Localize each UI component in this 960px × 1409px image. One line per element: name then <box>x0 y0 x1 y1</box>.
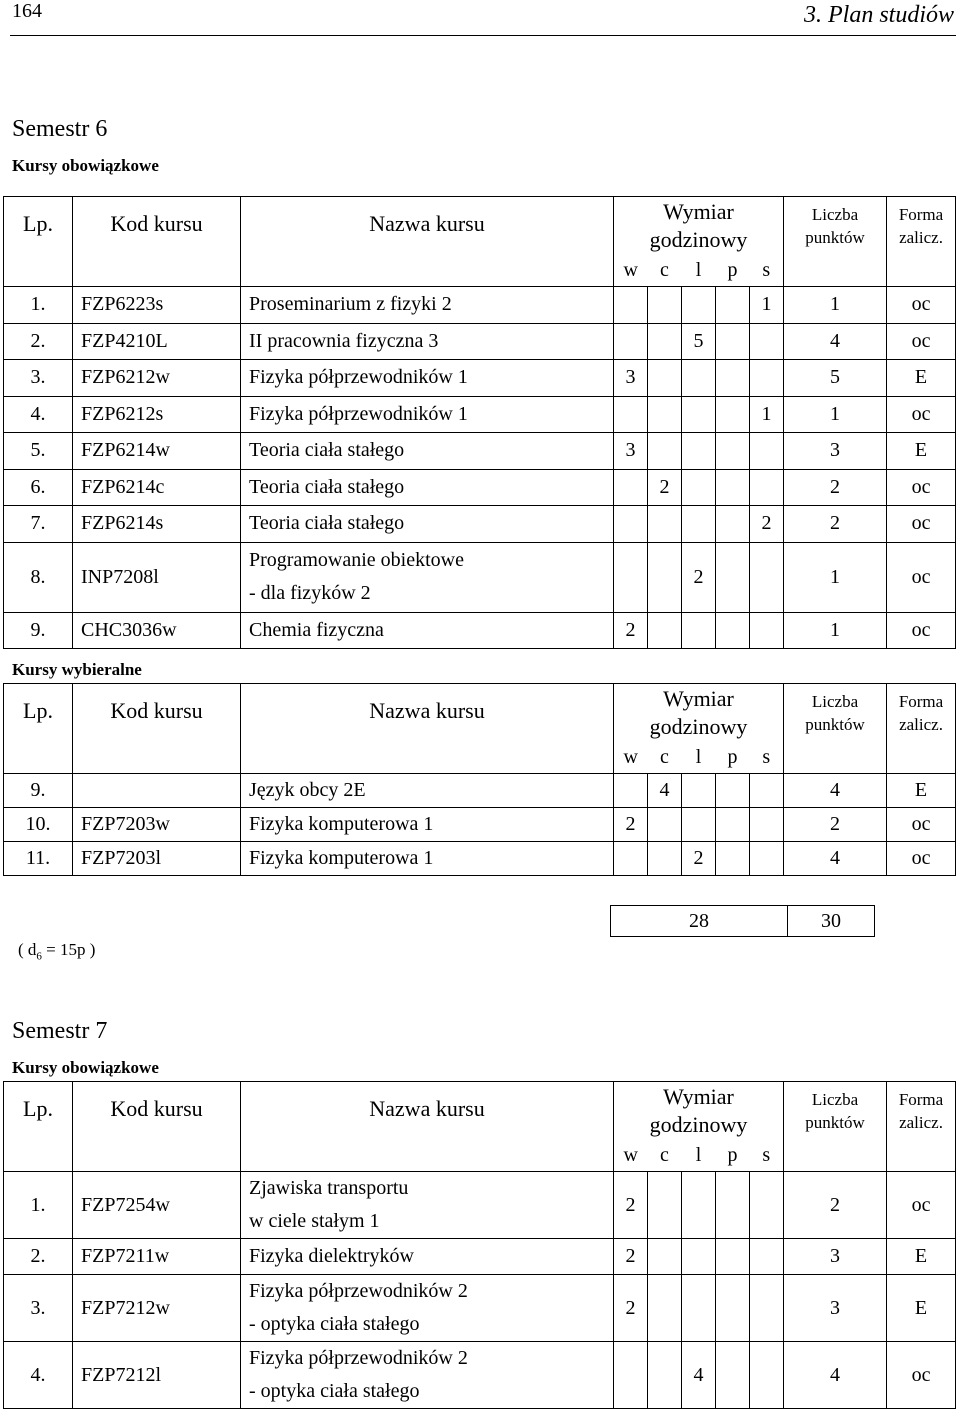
course-name-line1: Fizyka półprzewodników 2 <box>249 1347 468 1369</box>
course-form: oc <box>887 396 956 433</box>
col-hours: Wymiar godzinowy <box>614 684 784 742</box>
table-row <box>4 842 956 876</box>
hours-w: 2 <box>614 808 648 842</box>
course-name: Fizyka dielektryków <box>241 1239 614 1275</box>
hours-c <box>648 323 682 360</box>
hours-l: 5 <box>682 323 716 360</box>
hours-w: 2 <box>614 1275 648 1342</box>
course-points: 1 <box>784 396 887 433</box>
sem7-mandatory-table <box>3 1081 956 1409</box>
col-code: Kod kursu <box>73 684 241 774</box>
course-name: Teoria ciała stałego <box>241 469 614 506</box>
course-code: FZP6212w <box>73 360 241 397</box>
course-name-line1: Zjawiska transportu <box>249 1177 409 1199</box>
col-lp: Lp. <box>4 1082 73 1172</box>
hours-s <box>750 323 784 360</box>
course-code: FZP4210L <box>73 323 241 360</box>
hours-s: 2 <box>750 506 784 543</box>
col-s: s <box>750 742 784 774</box>
hours-w: 2 <box>614 1172 648 1239</box>
hours-l <box>682 433 716 470</box>
course-lp: 6. <box>4 469 73 506</box>
table-row <box>4 1342 956 1409</box>
col-w: w <box>614 742 648 774</box>
col-name: Nazwa kursu <box>241 197 614 287</box>
hours-w <box>614 506 648 543</box>
course-lp: 4. <box>4 396 73 433</box>
course-code <box>73 774 241 808</box>
hours-l <box>682 808 716 842</box>
sem6-elective-label: Kursy wybieralne <box>12 660 142 679</box>
course-form: E <box>887 774 956 808</box>
course-name <box>241 542 614 612</box>
col-c: c <box>648 255 682 287</box>
col-points: Liczba punktów <box>784 197 887 287</box>
hours-p <box>716 774 750 808</box>
hours-c <box>648 1275 682 1342</box>
course-lp: 4. <box>4 1342 73 1409</box>
course-name <box>241 1275 614 1342</box>
hours-s: 1 <box>750 396 784 433</box>
hours-p <box>716 1172 750 1239</box>
course-points: 5 <box>784 360 887 397</box>
course-name: Proseminarium z fizyki 2 <box>241 287 614 324</box>
table-row <box>4 542 956 612</box>
hours-w: 3 <box>614 360 648 397</box>
course-name-line2: w ciele stałym 1 <box>249 1210 380 1232</box>
table-row <box>4 287 956 324</box>
total-hours: 28 <box>611 906 788 937</box>
table-header-row <box>4 197 956 255</box>
hours-w <box>614 469 648 506</box>
col-lp: Lp. <box>4 197 73 287</box>
course-name: Teoria ciała stałego <box>241 433 614 470</box>
hours-p <box>716 360 750 397</box>
hours-s <box>750 1239 784 1275</box>
col-points: Liczba punktów <box>784 1082 887 1172</box>
hours-s <box>750 808 784 842</box>
course-code: FZP6214s <box>73 506 241 543</box>
hours-s <box>750 1275 784 1342</box>
table-row <box>4 612 956 649</box>
hours-c <box>648 542 682 612</box>
hours-w <box>614 774 648 808</box>
course-lp: 1. <box>4 1172 73 1239</box>
col-hours: Wymiar godzinowy <box>614 1082 784 1140</box>
course-points: 4 <box>784 323 887 360</box>
hours-s <box>750 612 784 649</box>
table-row <box>4 396 956 433</box>
course-lp: 2. <box>4 1239 73 1275</box>
hours-w <box>614 842 648 876</box>
hours-p <box>716 808 750 842</box>
course-form: oc <box>887 842 956 876</box>
course-points: 3 <box>784 1239 887 1275</box>
course-lp: 3. <box>4 1275 73 1342</box>
col-hours: Wymiar godzinowy <box>614 197 784 255</box>
course-form: E <box>887 1239 956 1275</box>
course-form: oc <box>887 469 956 506</box>
hours-w <box>614 323 648 360</box>
hours-c <box>648 360 682 397</box>
sem6-mandatory-label: Kursy obowiązkowe <box>12 156 159 175</box>
hours-l <box>682 360 716 397</box>
course-points: 2 <box>784 1172 887 1239</box>
course-name <box>241 1342 614 1409</box>
table-row <box>4 774 956 808</box>
course-name: Teoria ciała stałego <box>241 506 614 543</box>
course-lp: 1. <box>4 287 73 324</box>
col-l: l <box>682 742 716 774</box>
hours-s <box>750 1172 784 1239</box>
hours-l <box>682 1239 716 1275</box>
course-points: 2 <box>784 506 887 543</box>
course-code: FZP7203l <box>73 842 241 876</box>
course-code: FZP7212w <box>73 1275 241 1342</box>
hours-s: 1 <box>750 287 784 324</box>
hours-p <box>716 506 750 543</box>
col-points: Liczba punktów <box>784 684 887 774</box>
hours-p <box>716 1239 750 1275</box>
course-points: 3 <box>784 1275 887 1342</box>
hours-p <box>716 323 750 360</box>
course-code: FZP6214c <box>73 469 241 506</box>
hours-c <box>648 842 682 876</box>
course-lp: 7. <box>4 506 73 543</box>
sem6-totals <box>610 905 875 937</box>
col-c: c <box>648 1140 682 1172</box>
sem7-mandatory-label: Kursy obowiązkowe <box>12 1058 159 1077</box>
course-lp: 9. <box>4 612 73 649</box>
course-form: oc <box>887 1172 956 1239</box>
course-name: Fizyka komputerowa 1 <box>241 808 614 842</box>
course-form: oc <box>887 506 956 543</box>
course-name: Język obcy 2E <box>241 774 614 808</box>
hours-w <box>614 396 648 433</box>
hours-c <box>648 287 682 324</box>
course-points: 4 <box>784 842 887 876</box>
course-code: FZP6212s <box>73 396 241 433</box>
table-row <box>4 506 956 543</box>
course-points: 1 <box>784 287 887 324</box>
hours-p <box>716 612 750 649</box>
course-form: E <box>887 1275 956 1342</box>
hours-c <box>648 506 682 543</box>
course-name-line1: Fizyka półprzewodników 2 <box>249 1280 468 1302</box>
course-name-line2: - optyka ciała stałego <box>249 1380 420 1402</box>
hours-l <box>682 612 716 649</box>
table-row <box>4 1239 956 1275</box>
col-name: Nazwa kursu <box>241 684 614 774</box>
hours-w <box>614 542 648 612</box>
hours-c <box>648 1239 682 1275</box>
course-lp: 9. <box>4 774 73 808</box>
hours-s <box>750 360 784 397</box>
semester-6-title: Semestr 6 <box>12 116 108 142</box>
table-header-row <box>4 684 956 742</box>
hours-p <box>716 542 750 612</box>
hours-p <box>716 842 750 876</box>
table-row <box>4 433 956 470</box>
course-name: Fizyka półprzewodników 1 <box>241 396 614 433</box>
hours-w: 3 <box>614 433 648 470</box>
col-l: l <box>682 255 716 287</box>
col-lp: Lp. <box>4 684 73 774</box>
hours-l: 4 <box>682 1342 716 1409</box>
course-code: CHC3036w <box>73 612 241 649</box>
running-head: 3. Plan studiów <box>803 2 954 28</box>
header-rule <box>10 35 956 36</box>
course-code: INP7208l <box>73 542 241 612</box>
hours-s <box>750 842 784 876</box>
hours-s <box>750 1342 784 1409</box>
course-name: Fizyka komputerowa 1 <box>241 842 614 876</box>
col-code: Kod kursu <box>73 1082 241 1172</box>
hours-c <box>648 1342 682 1409</box>
hours-w: 2 <box>614 612 648 649</box>
table-row <box>4 1172 956 1239</box>
hours-s <box>750 433 784 470</box>
hours-c <box>648 808 682 842</box>
hours-l <box>682 287 716 324</box>
hours-l <box>682 396 716 433</box>
course-points: 2 <box>784 469 887 506</box>
col-s: s <box>750 1140 784 1172</box>
course-lp: 11. <box>4 842 73 876</box>
course-lp: 10. <box>4 808 73 842</box>
col-form: Forma zalicz. <box>887 1082 956 1172</box>
hours-w <box>614 287 648 324</box>
course-points: 1 <box>784 542 887 612</box>
hours-c <box>648 1172 682 1239</box>
course-name-line2: - optyka ciała stałego <box>249 1313 420 1335</box>
col-form: Forma zalicz. <box>887 684 956 774</box>
hours-l <box>682 774 716 808</box>
hours-p <box>716 1342 750 1409</box>
course-name: Chemia fizyczna <box>241 612 614 649</box>
hours-p <box>716 433 750 470</box>
sem6-elective-table <box>3 683 956 876</box>
course-points: 4 <box>784 774 887 808</box>
hours-p <box>716 287 750 324</box>
hours-c <box>648 612 682 649</box>
col-name: Nazwa kursu <box>241 1082 614 1172</box>
course-form: E <box>887 433 956 470</box>
hours-l <box>682 1275 716 1342</box>
course-lp: 2. <box>4 323 73 360</box>
course-form: oc <box>887 808 956 842</box>
course-name-line2: - dla fizyków 2 <box>249 582 371 604</box>
semester-7-title: Semestr 7 <box>12 1018 108 1044</box>
course-form: E <box>887 360 956 397</box>
course-name: Fizyka półprzewodników 1 <box>241 360 614 397</box>
col-w: w <box>614 1140 648 1172</box>
course-code: FZP7203w <box>73 808 241 842</box>
col-s: s <box>750 255 784 287</box>
course-lp: 5. <box>4 433 73 470</box>
table-row <box>4 1275 956 1342</box>
course-points: 1 <box>784 612 887 649</box>
course-lp: 8. <box>4 542 73 612</box>
table-header-row <box>4 1082 956 1140</box>
course-form: oc <box>887 612 956 649</box>
hours-c <box>648 433 682 470</box>
hours-c: 4 <box>648 774 682 808</box>
course-form: oc <box>887 287 956 324</box>
table-row <box>4 808 956 842</box>
table-row <box>4 323 956 360</box>
course-form: oc <box>887 1342 956 1409</box>
col-form: Forma zalicz. <box>887 197 956 287</box>
course-code: FZP7211w <box>73 1239 241 1275</box>
col-l: l <box>682 1140 716 1172</box>
hours-s <box>750 542 784 612</box>
hours-p <box>716 1275 750 1342</box>
course-code: FZP6223s <box>73 287 241 324</box>
course-code: FZP7254w <box>73 1172 241 1239</box>
hours-l <box>682 469 716 506</box>
col-p: p <box>716 1140 750 1172</box>
col-c: c <box>648 742 682 774</box>
hours-s <box>750 469 784 506</box>
table-row <box>4 469 956 506</box>
course-form: oc <box>887 542 956 612</box>
hours-s <box>750 774 784 808</box>
page-number: 164 <box>12 0 42 22</box>
course-points: 3 <box>784 433 887 470</box>
course-points: 4 <box>784 1342 887 1409</box>
course-code: FZP7212l <box>73 1342 241 1409</box>
hours-l <box>682 1172 716 1239</box>
hours-l <box>682 506 716 543</box>
hours-p <box>716 396 750 433</box>
sem6-mandatory-table <box>3 196 956 649</box>
col-p: p <box>716 255 750 287</box>
col-p: p <box>716 742 750 774</box>
course-name <box>241 1172 614 1239</box>
table-row <box>4 360 956 397</box>
course-points: 2 <box>784 808 887 842</box>
ects-d-note: ( $d_6 = 15p$ ) <box>18 940 96 963</box>
hours-c: 2 <box>648 469 682 506</box>
total-points: 30 <box>788 906 875 937</box>
hours-l: 2 <box>682 842 716 876</box>
course-lp: 3. <box>4 360 73 397</box>
course-code: FZP6214w <box>73 433 241 470</box>
hours-p <box>716 469 750 506</box>
hours-l: 2 <box>682 542 716 612</box>
hours-w <box>614 1342 648 1409</box>
course-name: II pracownia fizyczna 3 <box>241 323 614 360</box>
col-code: Kod kursu <box>73 197 241 287</box>
hours-c <box>648 396 682 433</box>
course-name-line1: Programowanie obiektowe <box>249 549 464 571</box>
hours-w: 2 <box>614 1239 648 1275</box>
course-form: oc <box>887 323 956 360</box>
col-w: w <box>614 255 648 287</box>
